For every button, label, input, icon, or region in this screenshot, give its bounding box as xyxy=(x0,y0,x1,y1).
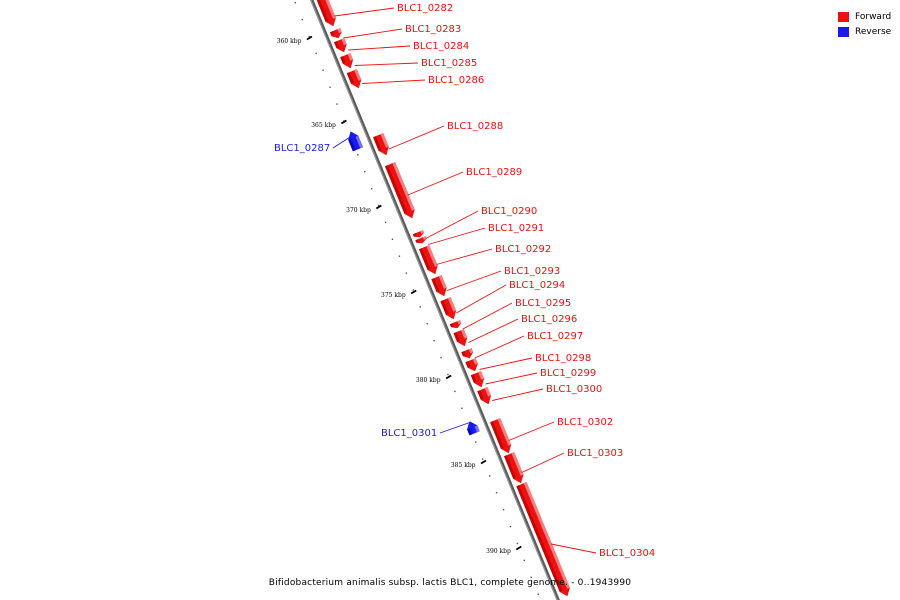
gene-label-text: BLC1_0288 xyxy=(447,121,504,132)
gene-label-text: BLC1_0297 xyxy=(527,331,584,342)
gene-label-BLC1_0287[interactable] xyxy=(274,135,353,154)
gene-BLC1_0285[interactable] xyxy=(340,53,356,70)
gene-label-text: BLC1_0282 xyxy=(397,3,454,14)
gene-label-text: BLC1_0284 xyxy=(413,41,470,52)
gene-label-text: BLC1_0304 xyxy=(599,548,656,559)
minor-tick xyxy=(302,19,303,20)
leader-line xyxy=(348,46,410,50)
gene-arrow-shade xyxy=(516,485,562,592)
leader-line xyxy=(408,172,463,195)
leader-line xyxy=(343,29,402,38)
leader-line xyxy=(334,8,394,16)
scale-ticks xyxy=(277,2,539,595)
minor-tick xyxy=(413,289,414,290)
minor-tick xyxy=(420,306,421,307)
genome-caption: Bifidobacterium animalis subsp. lactis BLC1, complete genome. - 0..1943990 xyxy=(268,578,632,588)
legend-label-forward: Forward xyxy=(855,11,892,22)
major-tick xyxy=(446,376,451,379)
legend-item-reverse xyxy=(838,24,891,39)
gene-label-BLC1_0291[interactable] xyxy=(428,223,544,245)
tick-label: 375 kbp xyxy=(381,292,406,299)
gene-label-text: BLC1_0298 xyxy=(535,353,592,364)
gene-BLC1_0300[interactable] xyxy=(477,387,493,406)
gene-BLC1_0283[interactable] xyxy=(330,28,343,40)
leader-line xyxy=(447,271,501,291)
gene-BLC1_0299[interactable] xyxy=(471,371,487,389)
gene-BLC1_0286[interactable] xyxy=(347,69,364,90)
gene-label-BLC1_0286[interactable] xyxy=(362,75,484,86)
leader-line xyxy=(428,228,485,245)
gene-BLC1_0287[interactable] xyxy=(346,129,364,151)
gene-label-BLC1_0304[interactable] xyxy=(551,544,655,559)
leader-line xyxy=(436,249,492,265)
minor-tick xyxy=(447,374,448,375)
gene-label-text: BLC1_0286 xyxy=(428,75,485,86)
tick-label: 365 kbp xyxy=(311,122,336,129)
minor-tick xyxy=(406,272,407,273)
gene-BLC1_0291[interactable] xyxy=(415,236,427,245)
gene-label-text: BLC1_0283 xyxy=(405,24,462,35)
minor-tick xyxy=(399,256,400,257)
gene-label-text: BLC1_0290 xyxy=(481,206,538,217)
gene-label-text: BLC1_0294 xyxy=(509,280,566,291)
legend-label-reverse: Reverse xyxy=(855,26,892,37)
legend-item-forward xyxy=(838,9,891,24)
gene-label-BLC1_0301[interactable] xyxy=(381,422,471,439)
tick-label: 380 kbp xyxy=(415,377,441,384)
gene-label-text: BLC1_0285 xyxy=(421,58,478,69)
minor-tick xyxy=(392,239,393,240)
gene-label-text: BLC1_0299 xyxy=(540,368,597,379)
leader-line xyxy=(389,126,444,149)
gene-BLC1_0302[interactable] xyxy=(490,418,514,455)
major-tick xyxy=(411,291,416,294)
tick-label: 390 kbp xyxy=(486,548,511,555)
gene-label-BLC1_0285[interactable] xyxy=(355,58,478,69)
gene-label-BLC1_0303[interactable] xyxy=(522,448,623,473)
gene-label-text: BLC1_0291 xyxy=(488,223,545,234)
gene-label-text: BLC1_0289 xyxy=(466,167,523,178)
leader-line xyxy=(355,63,418,66)
leader-line xyxy=(492,389,543,401)
major-tick xyxy=(481,461,486,464)
minor-tick xyxy=(385,222,386,223)
gene-label-text: BLC1_0287 xyxy=(274,143,331,154)
gene-label-BLC1_0288[interactable] xyxy=(389,121,503,149)
gene-label-BLC1_0289[interactable] xyxy=(408,167,522,195)
gene-label-BLC1_0283[interactable] xyxy=(343,24,461,38)
gene-BLC1_0284[interactable] xyxy=(334,38,349,54)
gene-label-BLC1_0299[interactable] xyxy=(485,368,596,384)
gene-BLC1_0297[interactable] xyxy=(461,348,474,360)
gene-label-BLC1_0302[interactable] xyxy=(509,417,614,441)
leader-line xyxy=(509,422,554,441)
tick-label: 385 kbp xyxy=(450,462,476,469)
minor-tick xyxy=(517,543,518,544)
gene-label-text: BLC1_0292 xyxy=(495,244,552,255)
minor-tick xyxy=(322,70,323,71)
leader-line xyxy=(426,211,478,239)
leader-line xyxy=(522,453,564,473)
gene-label-text: BLC1_0302 xyxy=(557,417,614,428)
minor-tick xyxy=(496,492,497,493)
gene-label-BLC1_0284[interactable] xyxy=(348,41,469,52)
leader-line xyxy=(456,285,506,313)
leader-line xyxy=(551,544,596,553)
reverse-swatch-icon xyxy=(838,27,849,37)
gene-labels xyxy=(274,3,655,559)
minor-tick xyxy=(426,323,427,324)
minor-tick xyxy=(482,458,483,459)
minor-tick xyxy=(454,391,455,392)
gene-label-text: BLC1_0303 xyxy=(567,448,624,459)
minor-tick xyxy=(336,103,337,104)
gene-BLC1_0298[interactable] xyxy=(465,358,480,373)
minor-tick xyxy=(440,357,441,358)
legend xyxy=(838,9,891,39)
tick-label: 370 kbp xyxy=(346,207,371,214)
gene-label-text: BLC1_0301 xyxy=(381,428,438,439)
leader-line xyxy=(485,373,537,384)
minor-tick xyxy=(364,171,365,172)
gene-BLC1_0295[interactable] xyxy=(450,320,463,330)
gene-BLC1_0296[interactable] xyxy=(454,329,470,348)
minor-tick xyxy=(503,509,504,510)
minor-tick xyxy=(433,340,434,341)
major-tick xyxy=(516,547,521,550)
minor-tick xyxy=(461,408,462,409)
minor-tick xyxy=(329,87,330,88)
minor-tick xyxy=(315,53,316,54)
gene-label-BLC1_0282[interactable] xyxy=(334,3,453,16)
gene-label-BLC1_0300[interactable] xyxy=(492,384,602,401)
minor-tick xyxy=(538,594,539,595)
gene-label-text: BLC1_0293 xyxy=(504,266,561,277)
leader-line xyxy=(362,80,425,84)
minor-tick xyxy=(524,560,525,561)
gene-BLC1_0301[interactable] xyxy=(465,419,480,435)
minor-tick xyxy=(295,2,296,3)
minor-tick xyxy=(475,441,476,442)
gene-label-text: BLC1_0300 xyxy=(546,384,603,395)
leader-line xyxy=(475,336,524,358)
leader-line xyxy=(480,358,532,370)
minor-tick xyxy=(489,475,490,476)
gene-label-text: BLC1_0296 xyxy=(521,314,578,325)
gene-label-text: BLC1_0295 xyxy=(515,298,572,309)
leader-line xyxy=(440,422,471,433)
minor-tick xyxy=(510,526,511,527)
gene-label-BLC1_0292[interactable] xyxy=(436,244,551,265)
minor-tick xyxy=(357,154,358,155)
tick-label: 360 kbp xyxy=(276,38,302,45)
minor-tick xyxy=(371,188,372,189)
forward-swatch-icon xyxy=(838,12,849,22)
